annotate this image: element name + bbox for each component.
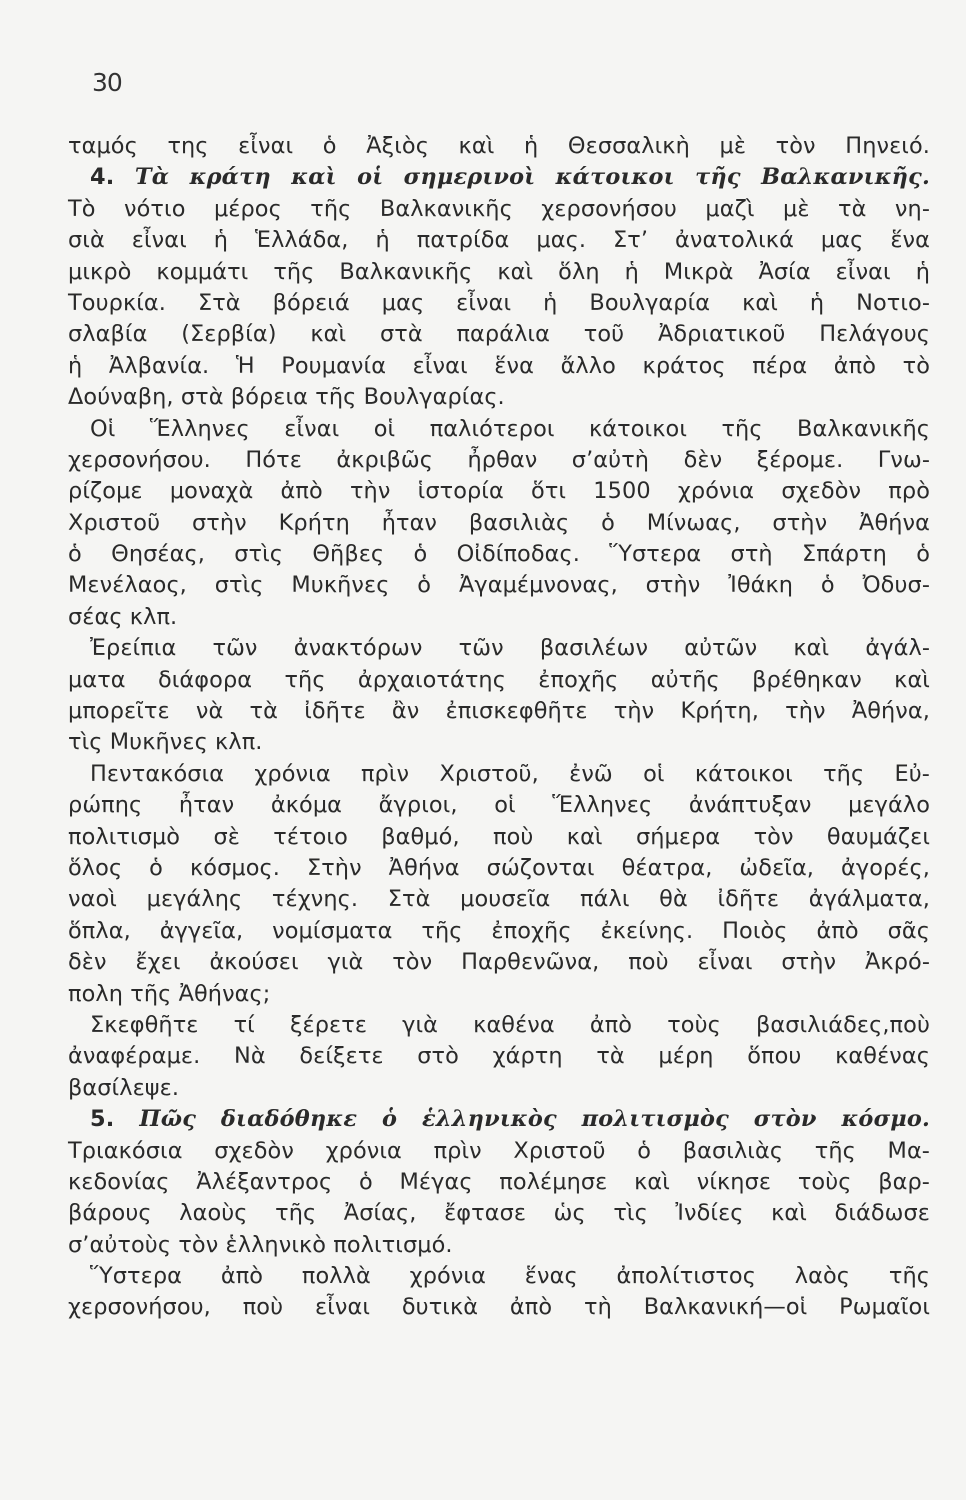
text-line: μικρὸ κομμάτι τῆς Βαλκανικῆς καὶ ὅλη ἡ Μικρὰ Ἀσία εἶναι ἡ [68,258,930,285]
text-line: ρώπης ἦταν ἀκόμα ἄγριοι, οἱ Ἕλληνες ἀνάπτυξαν μεγάλο [68,792,930,819]
text-line: σέας κλπ. [68,603,178,630]
page-number: 30 [92,68,122,97]
text-line: σλαβία (Σερβία) καὶ στὰ παράλια τοῦ Ἀδριατικοῦ Πελάγους [68,321,930,348]
text-line: ὅπλα, ἀγγεῖα, νομίσματα τῆς ἐποχῆς ἐκείνης. Ποιὸς ἀπὸ σᾶς [68,917,930,944]
text-line: κεδονίας Ἀλέξαντρος ὁ Μέγας πολέμησε καὶ νίκησε τοὺς βαρ- [68,1168,930,1195]
text-line: τὶς Μυκῆνες κλπ. [68,729,263,756]
text-line: βάρους λαοὺς τῆς Ἀσίας, ἔφτασε ὡς τὶς Ἰνδίες καὶ διάδωσε [68,1200,930,1227]
section-number: 4. [90,164,115,191]
text-line: βασίλεψε. [68,1074,180,1101]
text-line: Μενέλαος, στὶς Μυκῆνες ὁ Ἀγαμέμνονας, στὴν Ἰθάκη ὁ Ὀδυσ- [68,572,930,599]
text-line: Τριακόσια σχεδὸν χρόνια πρὶν Χριστοῦ ὁ βασιλιὰς τῆς Μα- [68,1137,930,1164]
text-line: Σκεφθῆτε τί ξέρετε γιὰ καθένα ἀπὸ τοὺς βασιλιάδες,ποὺ [90,1011,930,1038]
text-line: ἡ Ἀλβανία. Ἡ Ρουμανία εἶναι ἕνα ἄλλο κράτος πέρα ἀπὸ τὸ [68,352,930,379]
text-line: Πεντακόσια χρόνια πρὶν Χριστοῦ, ἐνῶ οἱ κάτοικοι τῆς Εὐ- [90,760,930,787]
text-line: Ἐρείπια τῶν ἀνακτόρων τῶν βασιλέων αὐτῶν καὶ ἀγάλ- [90,635,930,662]
text-line: Δούναβη, στὰ βόρεια τῆς Βουλγαρίας. [68,384,505,411]
text-line: ναοὶ μεγάλης τέχνης. Στὰ μουσεῖα πάλι θὰ ἰδῆτε ἀγάλματα, [68,886,930,913]
section-heading [68,1104,930,1135]
text-line: πολη τῆς Ἀθήνας; [68,980,271,1007]
text-line: Ὕστερα ἀπὸ πολλὰ χρόνια ἕνας ἀπολίτιστος λαὸς τῆς [90,1263,930,1290]
text-line: ἀναφέραμε. Νὰ δείξετε στὸ χάρτη τὰ μέρη ὅπου καθένας [68,1043,930,1070]
section-number: 5. [90,1106,115,1133]
text-line: δὲν ἔχει ἀκούσει γιὰ τὸν Παρθενῶνα, ποὺ εἶναι στὴν Ἀκρό- [68,949,930,976]
text-line: ταμός της εἶναι ὁ Ἀξιὸς καὶ ἡ Θεσσαλικὴ μὲ τὸν Πηνειό. [68,133,930,159]
text-line: ρίζομε μοναχὰ ἀπὸ τὴν ἱστορία ὅτι 1500 χρόνια σχεδὸν πρὸ [68,478,930,505]
section-title: Πῶς διαδόθηκε ὁ ἑλληνικὸς πολιτισμὸς στὸν κόσμο. [139,1106,930,1133]
text-line: ὅλος ὁ κόσμος. Στὴν Ἀθήνα σώζονται θέατρα, ὠδεῖα, ἀγορές, [68,854,930,881]
section-heading [68,162,930,193]
text-line: χερσονήσου. Πότε ἀκριβῶς ἦρθαν σ’αὐτὴ δὲν ξέρομε. Γνω- [68,446,930,473]
text-line: μπορεῖτε νὰ τὰ ἰδῆτε ἂν ἐπισκεφθῆτε τὴν Κρήτη, τὴν Ἀθήνα, [68,698,930,725]
text-line: σιὰ εἶναι ἡ Ἑλλάδα, ἡ πατρίδα μας. Στ’ ἀνατολικά μας ἕνα [68,227,930,254]
body-text [68,131,930,1324]
text-line: ματα διάφορα τῆς ἀρχαιοτάτης ἐποχῆς αὐτῆς βρέθηκαν καὶ [68,666,930,693]
text-line: Οἱ Ἕλληνες εἶναι οἱ παλιότεροι κάτοικοι τῆς Βαλκανικῆς [90,415,930,442]
section-title: Τὰ κράτη καὶ οἱ σημερινοὶ κάτοικοι τῆς Βαλκανικῆς. [134,164,930,191]
text-line: σ’αὐτοὺς τὸν ἑλληνικὸ πολιτισμό. [68,1231,453,1258]
text-line: πολιτισμὸ σὲ τέτοιο βαθμό, ποὺ καὶ σήμερα τὸν θαυμάζει [68,823,930,850]
text-line: Τὸ νότιο μέρος τῆς Βαλκανικῆς χερσονήσου μαζὶ μὲ τὰ νη- [68,195,930,222]
text-line: Χριστοῦ στὴν Κρήτη ἦταν βασιλιὰς ὁ Μίνωας, στὴν Ἀθήνα [68,509,930,536]
text-line: ὁ Θησέας, στὶς Θῆβες ὁ Οἰδίποδας. Ὕστερα στὴ Σπάρτη ὁ [68,541,930,568]
text-line: Τουρκία. Στὰ βόρειά μας εἶναι ἡ Βουλγαρία καὶ ἡ Νοτιο- [68,289,930,316]
text-line: χερσονήσου, ποὺ εἶναι δυτικὰ ἀπὸ τὴ Βαλκανική—οἱ Ρωμαῖοι [68,1294,930,1321]
